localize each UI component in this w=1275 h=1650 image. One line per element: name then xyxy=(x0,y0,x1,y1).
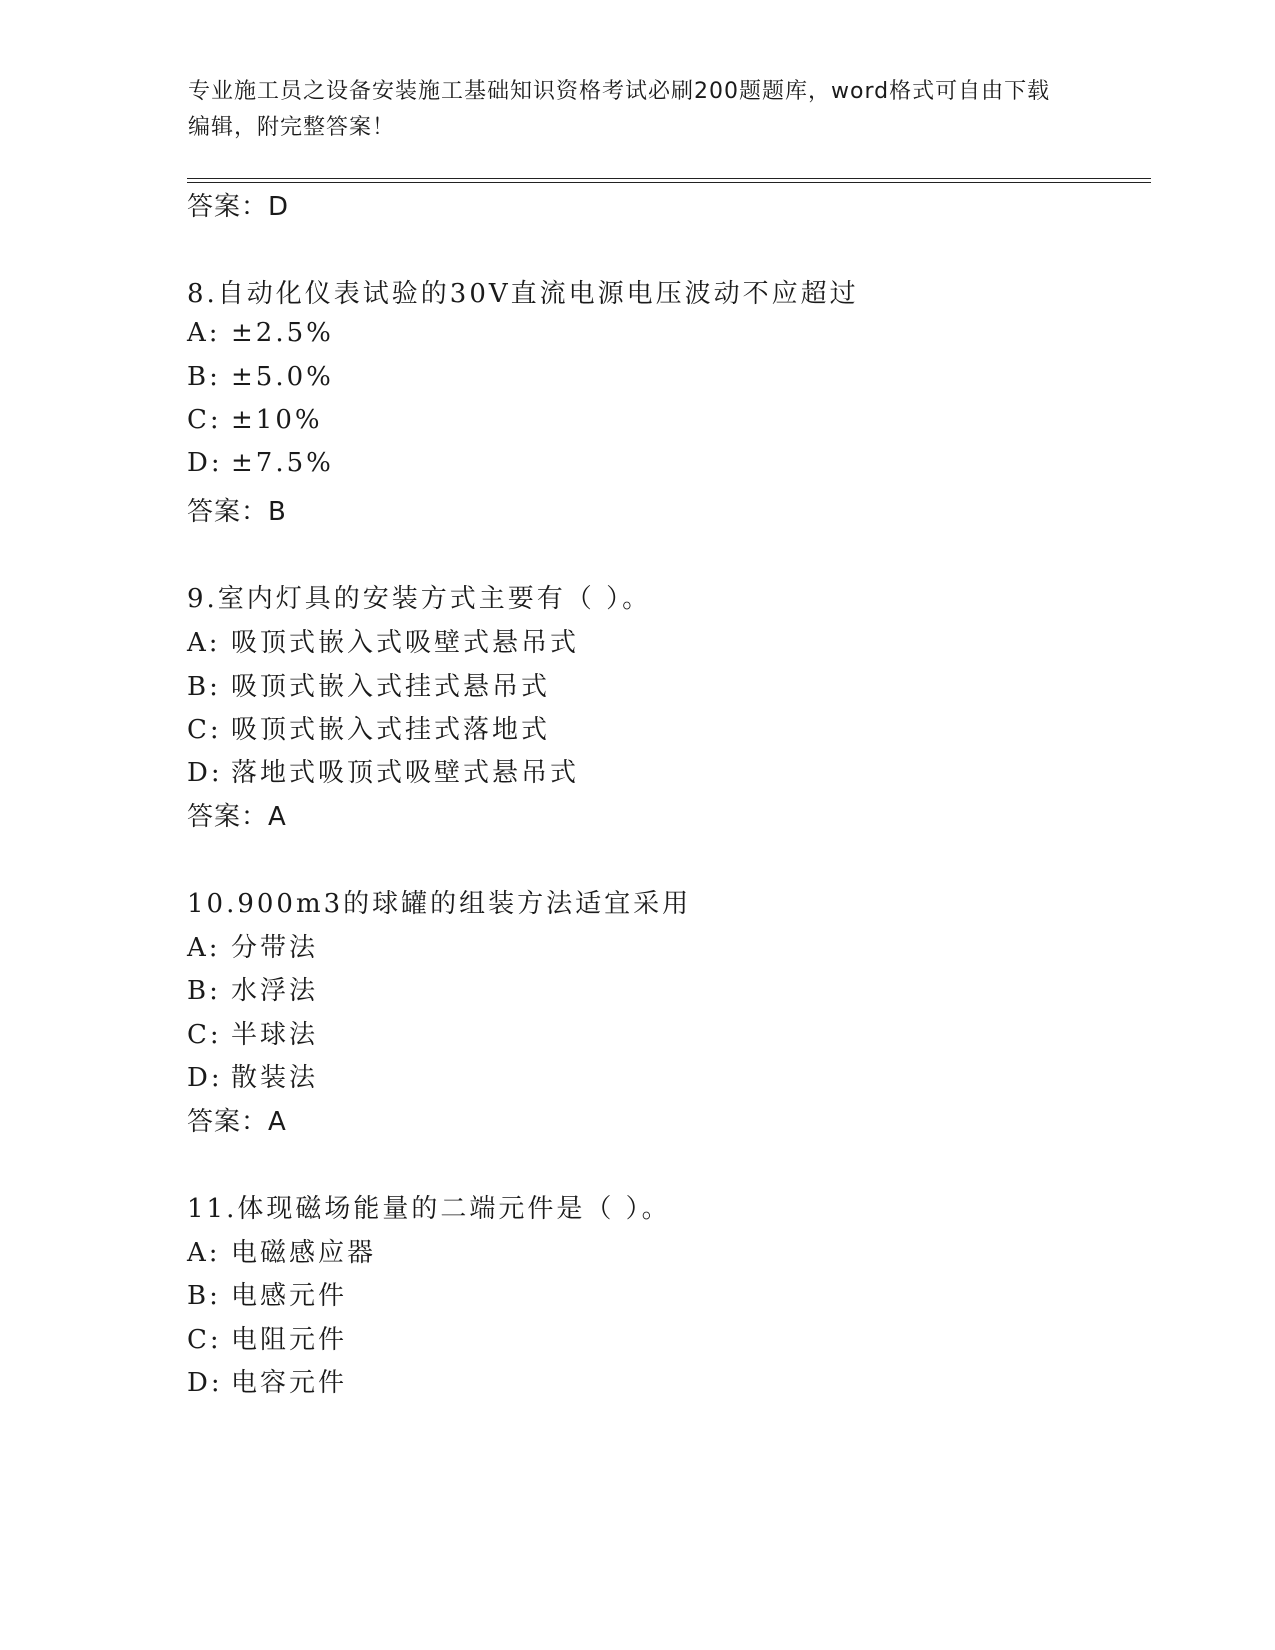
option-key: D: xyxy=(187,758,223,788)
q11-option-b xyxy=(187,1275,347,1312)
option-text: ±10% xyxy=(231,405,323,435)
q10-answer: 答案：A xyxy=(187,1107,287,1137)
option-text: 水浮法 xyxy=(231,976,319,1006)
option-text: 吸顶式嵌入式挂式落地式 xyxy=(231,715,551,745)
document-header: 专业施工员之设备安装施工基础知识资格考试必刷200题题库，word格式可自由下载编辑，附完整答案！ xyxy=(188,79,1051,140)
option-text: ±2.5% xyxy=(231,318,334,348)
option-key: A: xyxy=(187,933,221,963)
option-key: D: xyxy=(187,1368,223,1398)
option-text: 分带法 xyxy=(231,933,319,963)
option-key: B: xyxy=(187,976,221,1006)
q8-option-b xyxy=(187,362,334,392)
option-text: 散装法 xyxy=(231,1063,319,1093)
header-divider xyxy=(187,178,1151,179)
question-9: 9.室内灯具的安装方式主要有（ ）。 xyxy=(187,584,652,614)
option-key: A: xyxy=(187,628,221,658)
q8-option-d xyxy=(187,448,334,478)
answer-previous: 答案：D xyxy=(187,192,290,222)
option-key: D: xyxy=(187,448,223,478)
q9-option-a xyxy=(187,622,579,659)
q8-option-c xyxy=(187,405,323,435)
q8-answer: 答案：B xyxy=(187,497,287,527)
option-key: B: xyxy=(187,672,221,702)
option-key: A: xyxy=(187,318,221,348)
q11-option-d xyxy=(187,1362,347,1399)
option-text: 电磁感应器 xyxy=(231,1238,377,1268)
q10-option-d xyxy=(187,1057,318,1094)
option-key: B: xyxy=(187,362,221,392)
question-11: 11.体现磁场能量的二端元件是（ ）。 xyxy=(187,1194,671,1224)
q8-option-a xyxy=(187,318,334,348)
option-text: ±7.5% xyxy=(231,448,334,478)
q9-answer: 答案：A xyxy=(187,802,287,832)
option-key: A: xyxy=(187,1238,221,1268)
option-key: C: xyxy=(187,405,222,435)
q11-option-c xyxy=(187,1319,347,1356)
option-text: 吸顶式嵌入式吸壁式悬吊式 xyxy=(231,628,580,658)
q10-option-a xyxy=(187,927,318,964)
q10-option-b xyxy=(187,970,318,1007)
q11-option-a xyxy=(187,1232,376,1269)
q10-option-c xyxy=(187,1014,318,1051)
option-key: B: xyxy=(187,1281,221,1311)
option-text: 半球法 xyxy=(231,1020,319,1050)
option-text: ±5.0% xyxy=(231,362,334,392)
q9-option-b xyxy=(187,666,550,703)
option-key: C: xyxy=(187,1325,222,1355)
question-8: 8.自动化仪表试验的30V直流电源电压波动不应超过 xyxy=(187,279,859,309)
question-10: 10.900m3的球罐的组装方法适宜采用 xyxy=(187,889,692,919)
q9-option-c xyxy=(187,709,550,746)
option-text: 吸顶式嵌入式挂式悬吊式 xyxy=(231,672,551,702)
option-text: 电阻元件 xyxy=(231,1325,348,1355)
option-key: D: xyxy=(187,1063,223,1093)
option-key: C: xyxy=(187,1020,222,1050)
option-text: 落地式吸顶式吸壁式悬吊式 xyxy=(231,758,580,788)
header-divider-double xyxy=(187,182,1151,183)
option-key: C: xyxy=(187,715,222,745)
option-text: 电容元件 xyxy=(231,1368,348,1398)
q9-option-d xyxy=(187,752,579,789)
option-text: 电感元件 xyxy=(231,1281,348,1311)
